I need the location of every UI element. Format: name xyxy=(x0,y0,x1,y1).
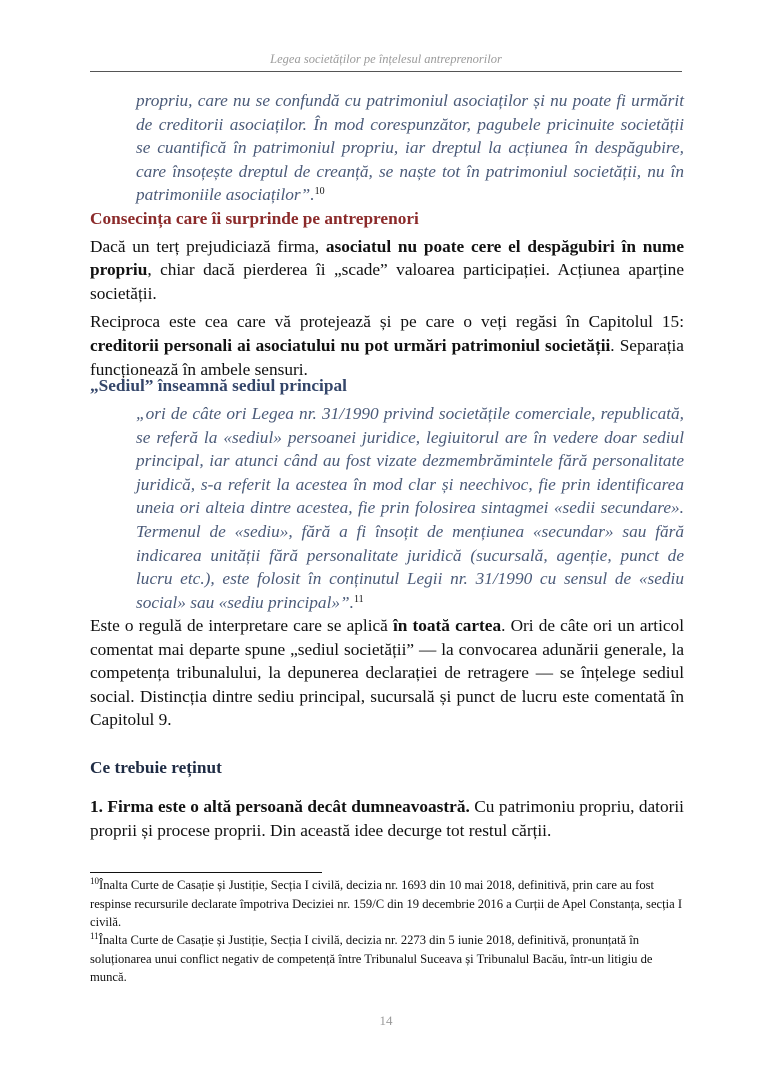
footnote-11 xyxy=(90,931,684,987)
text-run: Reciproca este cea care vă protejează și pe care o veți regăsi în Capitolul 15: xyxy=(90,312,684,332)
section-retinut xyxy=(90,756,684,780)
text-run: . Separația funcționează în ambele sensuri. xyxy=(90,335,684,379)
summary-item-body: Cu patrimoniu propriu, datorii proprii și procese proprii. Din această idee decurge tot restul cărții. xyxy=(90,797,684,840)
page-number: 14 xyxy=(379,1013,393,1028)
blockquote-top-text: propriu, care nu se confundă cu patrimoniul asociaților și nu poate fi urmărit de creditorii asociaților. În mod corespunzător, pagubele pricinuite societății se cuantifică în patrimoniul propriu, iar dreptul la acțiunea în despăgubire, care însoțește dreptul de creanță, se naște tot în patrimoniul societății, nu în patrimoniile asociaților”. xyxy=(136,91,684,205)
blockquote-sediul xyxy=(136,402,684,614)
footnote-text: Înalta Curte de Casație și Justiție, Secția I civilă, decizia nr. 2273 din 5 iunie 2018, definitivă, pronunțată în soluționarea unui conflict negativ de competență între Tribunalul Suceava și Tribunalul Bacău, într-un litigiu de muncă. xyxy=(90,933,653,985)
bold-run: în toată cartea xyxy=(392,616,502,635)
section-sediul-heading-wrap xyxy=(90,374,684,398)
paragraph-regula xyxy=(90,614,684,732)
header-divider xyxy=(90,71,682,72)
footnote-ref-11[interactable]: 11 xyxy=(353,593,364,605)
summary-item-1 xyxy=(90,795,684,842)
footnote-10 xyxy=(90,876,684,932)
footnote-text: Înalta Curte de Casație și Justiție, Secția I civilă, decizia nr. 1693 din 10 mai 2018, definitivă, prin care au fost respinse recursurile declarate împotriva Deciziei nr. 159/C din 19 decembrie 2016 a Curții de Apel Constanța, secția I civilă. xyxy=(90,878,683,930)
summary-item-title: 1. Firma este o altă persoană decât dumneavoastră. xyxy=(90,797,470,816)
text-run: Este o regulă de interpretare care se aplică xyxy=(90,616,393,635)
section-consecinta xyxy=(90,207,684,381)
footnote-number: 10 xyxy=(90,876,99,886)
paragraph-sediul xyxy=(90,614,684,732)
paragraph-consecinta-2 xyxy=(90,310,684,381)
section-heading-retinut: Ce trebuie reținut xyxy=(90,758,222,777)
text-run: . Ori de câte ori un articol comentat mai departe spune „sediul societății” — la convocarea adunării generale, la competența tribunalului, la depunerea declarației de retragere — se înțelege sediul social. Distincția dintre sediu principal, sucursală și punct de lucru este comentată în Capitolul 9. xyxy=(90,616,684,730)
blockquote-top xyxy=(136,89,684,207)
running-header: Legea societăților pe înțelesul antreprenorilor xyxy=(270,52,502,66)
text-run: Dacă un terț prejudiciază firma, xyxy=(90,236,326,256)
footnote-ref-10[interactable]: 10 xyxy=(314,186,325,198)
section-heading-sediul: „Sediul” înseamnă sediul principal xyxy=(90,376,347,395)
footnote-divider xyxy=(90,872,322,873)
summary-item-1-text xyxy=(90,795,684,842)
paragraph-consecinta-1 xyxy=(90,235,684,306)
section-heading-consecinta: Consecința care îi surprinde pe antreprenori xyxy=(90,209,419,228)
blockquote-sediul-text: „ori de câte ori Legea nr. 31/1990 privind societățile comerciale, republicată, se referă la «sediul» persoanei juridice, legiuitorul are în vedere doar sediul principal, iar atunci când au fost vizate dezmembrămintele fără personalitate juridică, s-a referit la acestea în mod clar și neechivoc, fie prin identificarea uneia ori alteia dintre acestea, fie prin folosirea sintagmei «sedii secundare». Termenul de «sediu», fără a fi însoțit de mențiunea «secundar» sau fără indicarea unității fără personalitate juridică (sucursală, agenție, punct de lucru etc.), este folosit în conținutul Legii nr. 31/1990 cu sensul de «sediu social» sau «sediu principal»”. xyxy=(136,404,684,612)
footnote-number: 11 xyxy=(90,931,99,941)
bold-run: creditorii personali ai asociatului nu pot urmări patrimoniul societății xyxy=(90,335,611,355)
text-run: , chiar dacă pierderea îi „scade” valoarea participației. Acțiunea aparține societății. xyxy=(90,260,684,303)
bold-run: asociatul nu poate cere el despăgubiri în nume propriu xyxy=(90,236,684,280)
